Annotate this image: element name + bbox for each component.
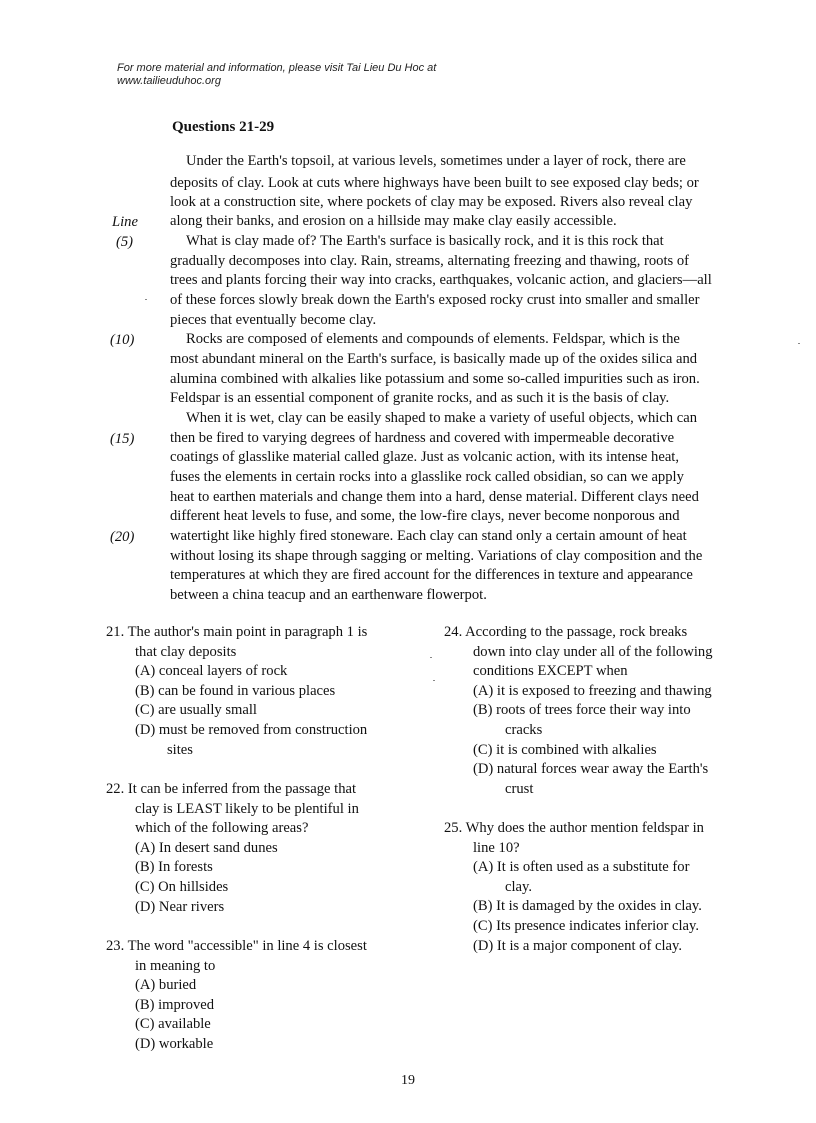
question-21 bbox=[106, 623, 367, 760]
passage-line: Feldspar is an essential component of granite rocks, and as such it is the basis of clay. bbox=[170, 390, 670, 406]
answer-option-d[interactable]: (D) natural forces wear away the Earth's bbox=[473, 761, 709, 778]
answer-option-d[interactable]: (D) Near rivers bbox=[135, 898, 225, 915]
question-25 bbox=[444, 819, 704, 956]
question-22 bbox=[106, 780, 359, 917]
passage-line: most abundant mineral on the Earth's surface, is basically made up of the oxides silica and bbox=[170, 351, 698, 367]
passage-line: trees and plants forcing their way into cracks, earthquakes, volcanic action, and glaciers—all bbox=[170, 272, 712, 288]
question-23 bbox=[106, 937, 367, 1055]
answer-option-b[interactable]: (B) can be found in various places bbox=[135, 682, 336, 699]
passage-line: different heat levels to fuse, and some, the low-fire clays, never become nonporous and bbox=[170, 508, 680, 524]
scan-speck bbox=[433, 680, 435, 681]
answer-option-b-continued: cracks bbox=[505, 721, 543, 738]
answer-option-d-continued: crust bbox=[505, 780, 534, 797]
passage-line: between a china teacup and an earthenware flowerpot. bbox=[170, 587, 487, 603]
answer-option-c[interactable]: (C) available bbox=[135, 1016, 211, 1033]
question-stem: 25. Why does the author mention feldspar in bbox=[444, 820, 704, 836]
question-stem: clay is LEAST likely to be plentiful in bbox=[135, 800, 359, 817]
source-header bbox=[117, 62, 436, 88]
passage-line: Rocks are composed of elements and compounds of elements. Feldspar, which is the bbox=[186, 331, 680, 347]
passage-line: without losing its shape through sagging or melting. Variations of clay composition and the bbox=[170, 548, 703, 564]
passage-line: gradually decomposes into clay. Rain, streams, alternating freezing and thawing, roots of bbox=[170, 253, 690, 269]
passage-line: pieces that eventually become clay. bbox=[170, 312, 377, 328]
passage-line: Under the Earth's topsoil, at various levels, sometimes under a layer of rock, there are bbox=[186, 153, 686, 169]
passage-line: watertight like highly fired stoneware. Each clay can stand only a certain amount of heat bbox=[170, 528, 687, 544]
passage-line: look at a construction site, where pockets of clay may be exposed. Rivers also reveal clay bbox=[170, 194, 693, 210]
source-header-line-1: For more material and information, please visit Tai Lieu Du Hoc at bbox=[117, 62, 437, 74]
line-marker-15: (15) bbox=[110, 431, 135, 447]
question-stem: in meaning to bbox=[135, 957, 216, 974]
answer-option-d-continued: sites bbox=[167, 741, 193, 758]
line-marker-20: (20) bbox=[110, 529, 135, 545]
answer-option-d[interactable]: (D) must be removed from construction bbox=[135, 721, 368, 738]
passage-line: temperatures at which they are fired account for the differences in texture and appearance bbox=[170, 567, 693, 583]
answer-option-a[interactable]: (A) it is exposed to freezing and thawing bbox=[473, 682, 712, 699]
answer-option-c[interactable]: (C) are usually small bbox=[135, 702, 257, 719]
page-number: 19 bbox=[401, 1073, 415, 1088]
source-header-url: www.tailieuduhoc.org bbox=[117, 75, 221, 87]
passage-line: coatings of glasslike material called glaze. Just as volcanic action, with its intense heat, bbox=[170, 449, 679, 465]
answer-option-a[interactable]: (A) buried bbox=[135, 977, 197, 994]
passage-line: of these forces slowly break down the Earth's exposed rocky crust into smaller and smaller bbox=[170, 292, 700, 308]
question-stem: conditions EXCEPT when bbox=[473, 663, 628, 680]
answer-option-b[interactable]: (B) roots of trees force their way into bbox=[473, 702, 691, 719]
answer-option-a-continued: clay. bbox=[505, 878, 533, 895]
question-stem: down into clay under all of the following bbox=[473, 643, 713, 660]
passage-line: deposits of clay. Look at cuts where highways have been built to see exposed clay beds; or bbox=[170, 175, 699, 191]
line-marker-5: (5) bbox=[116, 234, 134, 250]
answer-option-b[interactable]: (B) It is damaged by the oxides in clay. bbox=[473, 898, 702, 915]
passage-line: heat to earthen materials and change them into a hard, dense material. Different clays need bbox=[170, 489, 699, 505]
answer-option-c[interactable]: (C) it is combined with alkalies bbox=[473, 741, 657, 758]
passage-line: alumina combined with alkalies like potassium and some so-called impurities such as iron. bbox=[170, 371, 700, 387]
answer-option-b[interactable]: (B) improved bbox=[135, 996, 215, 1013]
question-stem: 22. It can be inferred from the passage that bbox=[106, 781, 357, 797]
question-stem: which of the following areas? bbox=[135, 820, 309, 837]
question-stem: that clay deposits bbox=[135, 643, 237, 660]
scan-speck bbox=[430, 657, 432, 658]
section-title: Questions 21-29 bbox=[172, 119, 275, 135]
answer-option-d[interactable]: (D) It is a major component of clay. bbox=[473, 937, 682, 954]
answer-option-b[interactable]: (B) In forests bbox=[135, 859, 213, 876]
answer-option-a[interactable]: (A) It is often used as a substitute for bbox=[473, 859, 690, 876]
scan-speck bbox=[798, 343, 800, 344]
question-stem: 21. The author's main point in paragraph 1 is bbox=[106, 624, 368, 640]
answer-option-a[interactable]: (A) In desert sand dunes bbox=[135, 839, 278, 856]
passage-line: fuses the elements in certain rocks into a glasslike rock called obsidian, so can we apply bbox=[170, 469, 684, 485]
answer-option-a[interactable]: (A) conceal layers of rock bbox=[135, 663, 288, 680]
answer-option-c[interactable]: (C) On hillsides bbox=[135, 878, 229, 895]
answer-option-d[interactable]: (D) workable bbox=[135, 1035, 214, 1052]
line-marker-10: (10) bbox=[110, 332, 135, 348]
passage-line: What is clay made of? The Earth's surface is basically rock, and it is this rock that bbox=[186, 233, 664, 249]
question-stem: 23. The word "accessible" in line 4 is closest bbox=[106, 938, 367, 954]
question-24 bbox=[444, 623, 713, 799]
answer-option-c[interactable]: (C) Its presence indicates inferior clay. bbox=[473, 917, 699, 934]
passage-line: When it is wet, clay can be easily shaped to make a variety of useful objects, which can bbox=[186, 410, 698, 426]
line-label: Line bbox=[112, 214, 138, 230]
question-stem: 24. According to the passage, rock breaks bbox=[444, 624, 688, 640]
question-stem: line 10? bbox=[473, 839, 520, 856]
passage-line: then be fired to varying degrees of hardness and covered with impermeable decorative bbox=[170, 430, 675, 446]
passage-line: along their banks, and erosion on a hillside may make clay easily accessible. bbox=[170, 213, 617, 229]
scan-speck bbox=[145, 299, 147, 300]
